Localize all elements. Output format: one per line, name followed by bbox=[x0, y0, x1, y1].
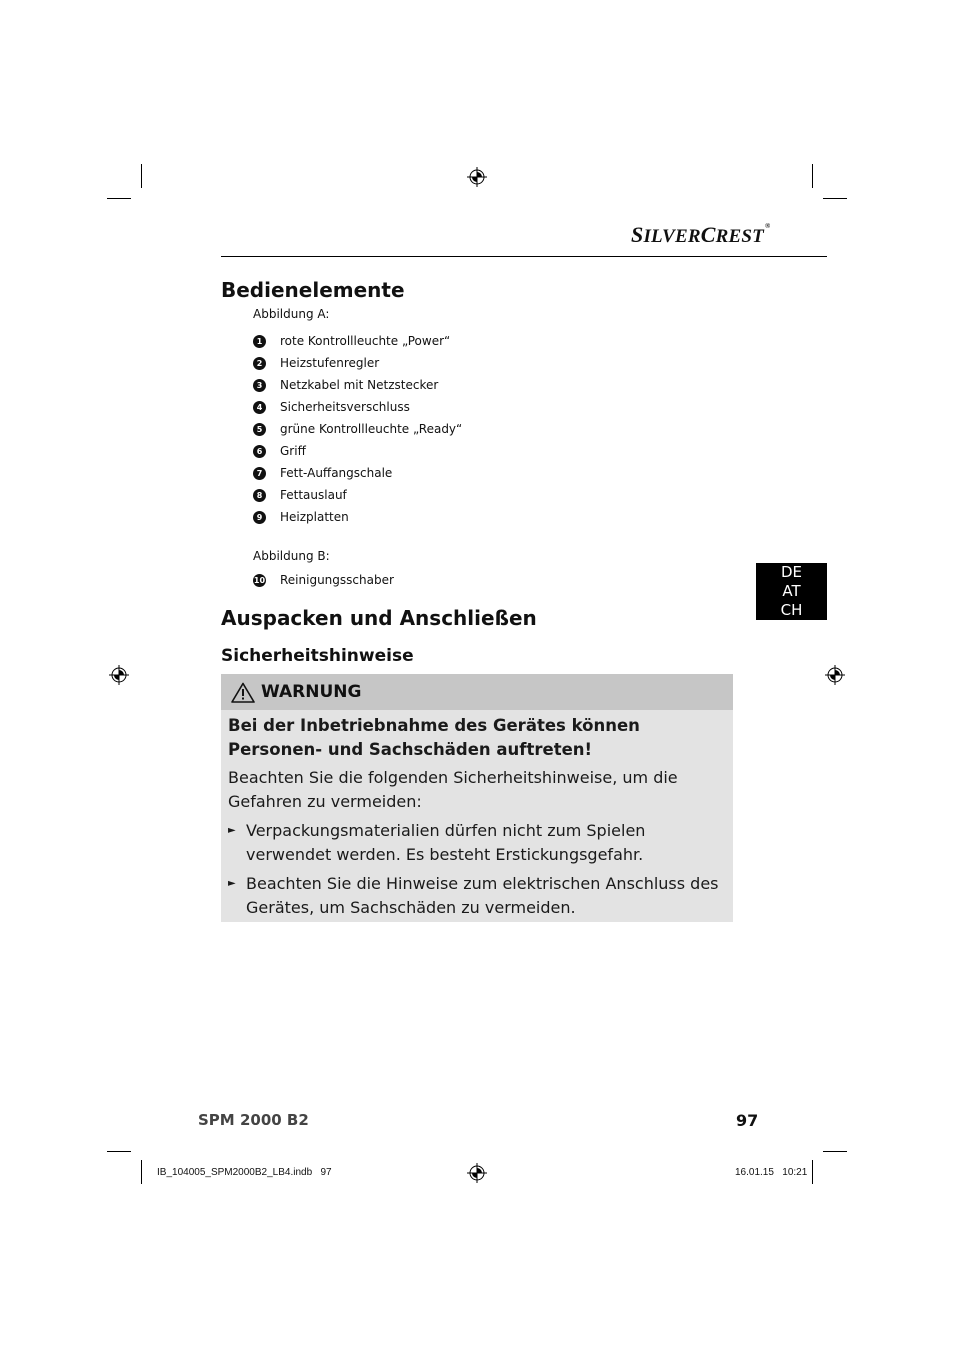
part-item bbox=[253, 484, 462, 506]
crop-mark bbox=[823, 198, 847, 199]
warning-label: WARNUNG bbox=[261, 682, 362, 702]
parts-list-b bbox=[253, 569, 394, 591]
part-label: Fett-Auffangschale bbox=[280, 466, 393, 480]
part-item bbox=[253, 440, 462, 462]
slug-date-time: 16.01.15 10:21 bbox=[735, 1167, 808, 1178]
crop-mark bbox=[823, 1151, 847, 1152]
crop-mark bbox=[812, 164, 813, 188]
part-label: Griff bbox=[280, 444, 306, 458]
crop-mark bbox=[141, 1160, 142, 1184]
part-number-badge: 10 bbox=[253, 575, 266, 585]
warning-triangle-icon bbox=[231, 682, 255, 703]
part-number-badge: 5 bbox=[253, 423, 266, 436]
part-number-badge: 3 bbox=[253, 379, 266, 392]
header-rule bbox=[221, 256, 827, 257]
slug-file-info: IB_104005_SPM2000B2_LB4.indb 97 bbox=[157, 1167, 332, 1178]
crop-mark bbox=[107, 1151, 131, 1152]
part-item bbox=[253, 506, 462, 528]
part-label: grüne Kontrollleuchte „Ready“ bbox=[280, 422, 463, 436]
brand-logo: SILVERCREST® bbox=[631, 222, 771, 247]
section-title-bedienelemente: Bedienelemente bbox=[221, 278, 405, 302]
registration-mark-icon bbox=[825, 665, 845, 685]
part-label: Reinigungsschaber bbox=[280, 573, 394, 587]
figure-a-label: Abbildung A: bbox=[253, 307, 330, 321]
figure-b-label: Abbildung B: bbox=[253, 549, 330, 563]
registration-mark-icon bbox=[109, 665, 129, 685]
footer-model: SPM 2000 B2 bbox=[198, 1111, 309, 1129]
warning-bullet-text: Verpackungsmaterialien dürfen nicht zum Spielen verwendet werden. Es besteht Erstickungsgefahr. bbox=[246, 821, 646, 864]
warning-header bbox=[221, 674, 733, 710]
lang-at: AT bbox=[782, 582, 801, 600]
part-item bbox=[253, 352, 462, 374]
part-item bbox=[253, 374, 462, 396]
part-label: Heizplatten bbox=[280, 510, 349, 524]
part-item bbox=[253, 396, 462, 418]
crop-mark bbox=[107, 198, 131, 199]
warning-box bbox=[221, 674, 733, 922]
part-number-badge: 8 bbox=[253, 489, 266, 502]
crop-mark bbox=[812, 1160, 813, 1184]
warning-intro: Beachten Sie die folgenden Sicherheitshinweise, um die Gefahren zu vermeiden: bbox=[228, 768, 678, 811]
part-number-badge: 7 bbox=[253, 467, 266, 480]
lang-ch: CH bbox=[780, 601, 803, 619]
part-number-badge: 4 bbox=[253, 401, 266, 414]
registration-mark-icon bbox=[467, 167, 487, 187]
parts-list-a bbox=[253, 330, 462, 528]
triangle-right-icon: ► bbox=[228, 878, 236, 889]
warning-bullet-text: Beachten Sie die Hinweise zum elektrischen Anschluss des Gerätes, um Sachschäden zu vermeiden. bbox=[246, 874, 719, 917]
section-title-auspacken: Auspacken und Anschließen bbox=[221, 606, 537, 630]
registration-mark-icon bbox=[467, 1163, 487, 1183]
part-label: rote Kontrollleuchte „Power“ bbox=[280, 334, 451, 348]
part-number-badge: 6 bbox=[253, 445, 266, 458]
warning-headline: Bei der Inbetriebnahme des Gerätes können Personen- und Sachschäden auftreten! bbox=[228, 716, 640, 759]
part-number-badge: 1 bbox=[253, 335, 266, 348]
triangle-right-icon: ► bbox=[228, 825, 236, 836]
language-tab bbox=[756, 563, 827, 620]
part-label: Fettauslauf bbox=[280, 488, 347, 502]
part-item bbox=[253, 462, 462, 484]
page-number: 97 bbox=[736, 1111, 759, 1130]
part-item bbox=[253, 418, 462, 440]
part-item bbox=[253, 330, 462, 352]
subsection-title-sicherheitshinweise: Sicherheitshinweise bbox=[221, 646, 414, 666]
crop-mark bbox=[141, 164, 142, 188]
part-label: Heizstufenregler bbox=[280, 356, 380, 370]
part-label: Sicherheitsverschluss bbox=[280, 400, 410, 414]
part-number-badge: 9 bbox=[253, 511, 266, 524]
part-item bbox=[253, 569, 394, 591]
part-number-badge: 2 bbox=[253, 357, 266, 370]
lang-de: DE bbox=[780, 563, 803, 581]
warning-bullet bbox=[228, 872, 726, 920]
warning-body bbox=[221, 710, 733, 920]
warning-bullet bbox=[228, 819, 726, 867]
part-label: Netzkabel mit Netzstecker bbox=[280, 378, 439, 392]
